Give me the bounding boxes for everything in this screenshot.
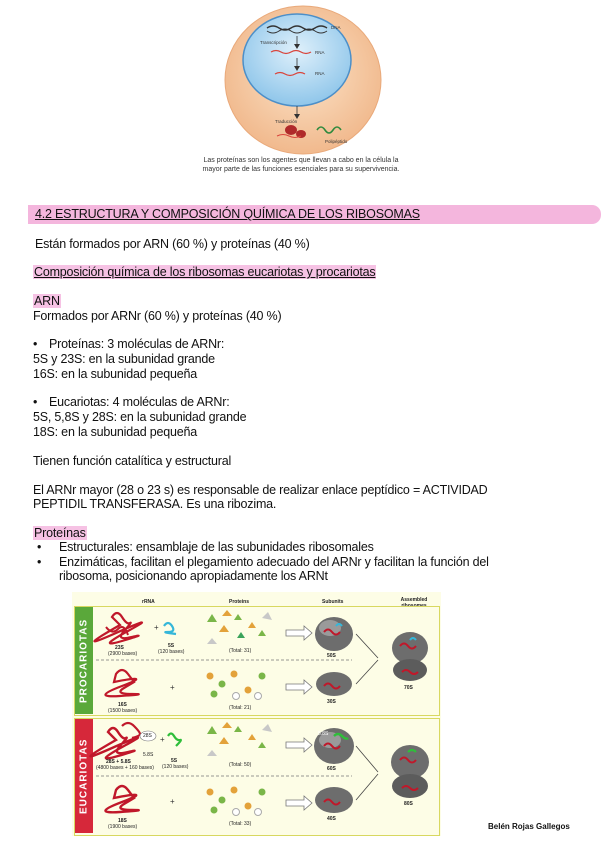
- proteins-heading-text: Proteínas: [34, 526, 86, 540]
- prok-r1-total: (Total: 31): [229, 648, 252, 654]
- arn-euk-b: 18S: en la subunidad pequeña: [33, 425, 197, 439]
- col-header-assembled: Assembled ribosomes: [400, 597, 428, 609]
- arn-proc-title-text: Proteínas: 3 moléculas de ARNr:: [49, 337, 225, 351]
- proteins-bullet-2-cont: ribosoma, posicionando apropiadamente los ARNt: [59, 569, 328, 583]
- prok-r1-subunit: 50S: [327, 653, 336, 659]
- arn-heading-text: ARN: [34, 294, 60, 308]
- arn-proc-title: [33, 337, 224, 352]
- euk-ribosome: 80S: [404, 801, 413, 807]
- section-title-text: 4.2 ESTRUCTURA Y COMPOSICIÓN QUÍMICA DE LOS RIBOSOMAS: [35, 207, 420, 221]
- proteins-bullet-2: [37, 555, 489, 570]
- euk-tab-label: EUCARIOTAS: [78, 738, 90, 814]
- cell-diagram: [205, 2, 405, 162]
- author-signature: Belén Rojas Gallegos: [488, 822, 570, 831]
- prok-r1-rna2-sub: (120 bases): [158, 649, 185, 655]
- euk-r1-rna1-sub: (4800 bases + 160 bases): [96, 765, 154, 771]
- prok-tab-label: PROCARIOTAS: [78, 618, 90, 703]
- svg-text:+: +: [160, 735, 165, 744]
- proteins-b1-text: Estructurales: ensamblaje de las subunidades ribosomales: [59, 540, 374, 554]
- euk-r1-sub-tag: 5.8S: [318, 731, 329, 737]
- prok-r1-rna1-sub: (2900 bases): [108, 651, 138, 657]
- label-traduccion: Traducción: [275, 119, 298, 124]
- euk-r1-rna1: 28S + 5.8S: [106, 759, 131, 765]
- euk-r1-rna2-sub: (120 bases): [162, 764, 189, 770]
- cell-illustration: [205, 2, 405, 162]
- svg-text:+: +: [170, 683, 175, 692]
- ribosome-figure: [72, 592, 441, 836]
- euk-r2-total: (Total: 33): [229, 821, 252, 827]
- euk-r2-rna: 18S: [118, 818, 127, 824]
- euk-r1-tag2: 5.8S: [143, 752, 154, 758]
- label-rna-1: RNA: [315, 50, 325, 55]
- prok-ribosome: 70S: [404, 685, 413, 691]
- label-transcripcion: Transcripción: [260, 40, 287, 45]
- proteins-b2-text: Enzimáticas, facilitan el plegamiento adecuado del ARNr y facilitan la función del: [59, 555, 489, 569]
- arn-line1: Formados por ARNr (60 %) y proteínas (40 %): [33, 309, 282, 323]
- euk-r1-subunit: 60S: [327, 766, 336, 772]
- cell-caption: Las proteínas son los agentes que llevan a cabo en la célula la mayor parte de las funciones esenciales para su supervivencia.: [202, 157, 400, 173]
- section-subheading: [33, 265, 376, 280]
- section-title: [35, 207, 420, 222]
- prok-r2-rna-sub: (1500 bases): [108, 708, 138, 714]
- label-polipeptido: Polipéptido: [325, 139, 348, 144]
- svg-text:+: +: [170, 797, 175, 806]
- prok-r2-total: (Total: 21): [229, 705, 252, 711]
- proteins-heading: [33, 526, 87, 541]
- section-intro: Están formados por ARN (60 %) y proteínas (40 %): [35, 237, 310, 251]
- label-dna: DNA: [331, 25, 341, 30]
- bullet-icon: •: [37, 540, 42, 554]
- arn-proc-b: 16S: en la subunidad pequeña: [33, 367, 197, 381]
- euk-r1-total: (Total: 50): [229, 762, 252, 768]
- arn-euk-a: 5S, 5,8S y 28S: en la subunidad grande: [33, 410, 247, 424]
- svg-text:+: +: [154, 623, 159, 632]
- bullet-icon: •: [33, 337, 38, 351]
- label-rna-2: RNA: [315, 71, 325, 76]
- arn-euk-title-text: Eucariotas: 4 moléculas de ARNr:: [49, 395, 230, 409]
- col-header-subunits: Subunits: [322, 599, 344, 605]
- prok-r2-subunit: 30S: [327, 699, 336, 705]
- prok-r1-rna2: 5S: [168, 643, 175, 649]
- proteins-bullet-1: [37, 540, 374, 555]
- arn-function: Tienen función catalítica y estructural: [33, 454, 232, 468]
- col-header-proteins: Proteins: [229, 599, 250, 605]
- euk-r2-subunit: 40S: [327, 816, 336, 822]
- euk-r1-tag1: 28S: [143, 733, 152, 739]
- arn-major-1: El ARNr mayor (28 o 23 s) es responsable de realizar enlace peptídico = ACTIVIDAD: [33, 483, 488, 497]
- subheading-text: Composición química de los ribosomas eucariotas y procariotas: [34, 265, 376, 279]
- prok-r1-rna1: 23S: [115, 645, 124, 651]
- euk-r1-rna2: 5S: [171, 758, 178, 764]
- prok-r2-rna: 16S: [118, 702, 127, 708]
- ribosome-figure-graphics: [72, 592, 441, 836]
- arn-proc-a: 5S y 23S: en la subunidad grande: [33, 352, 215, 366]
- col-header-rrna: rRNA: [142, 599, 155, 605]
- arn-heading: [33, 294, 61, 309]
- arn-major-2: PEPTIDIL TRANSFERASA. Es una ribozima.: [33, 497, 277, 511]
- euk-r2-rna-sub: (1900 bases): [108, 824, 138, 830]
- arn-euk-title: [33, 395, 230, 410]
- bullet-icon: •: [33, 395, 38, 409]
- bullet-icon: •: [37, 555, 42, 569]
